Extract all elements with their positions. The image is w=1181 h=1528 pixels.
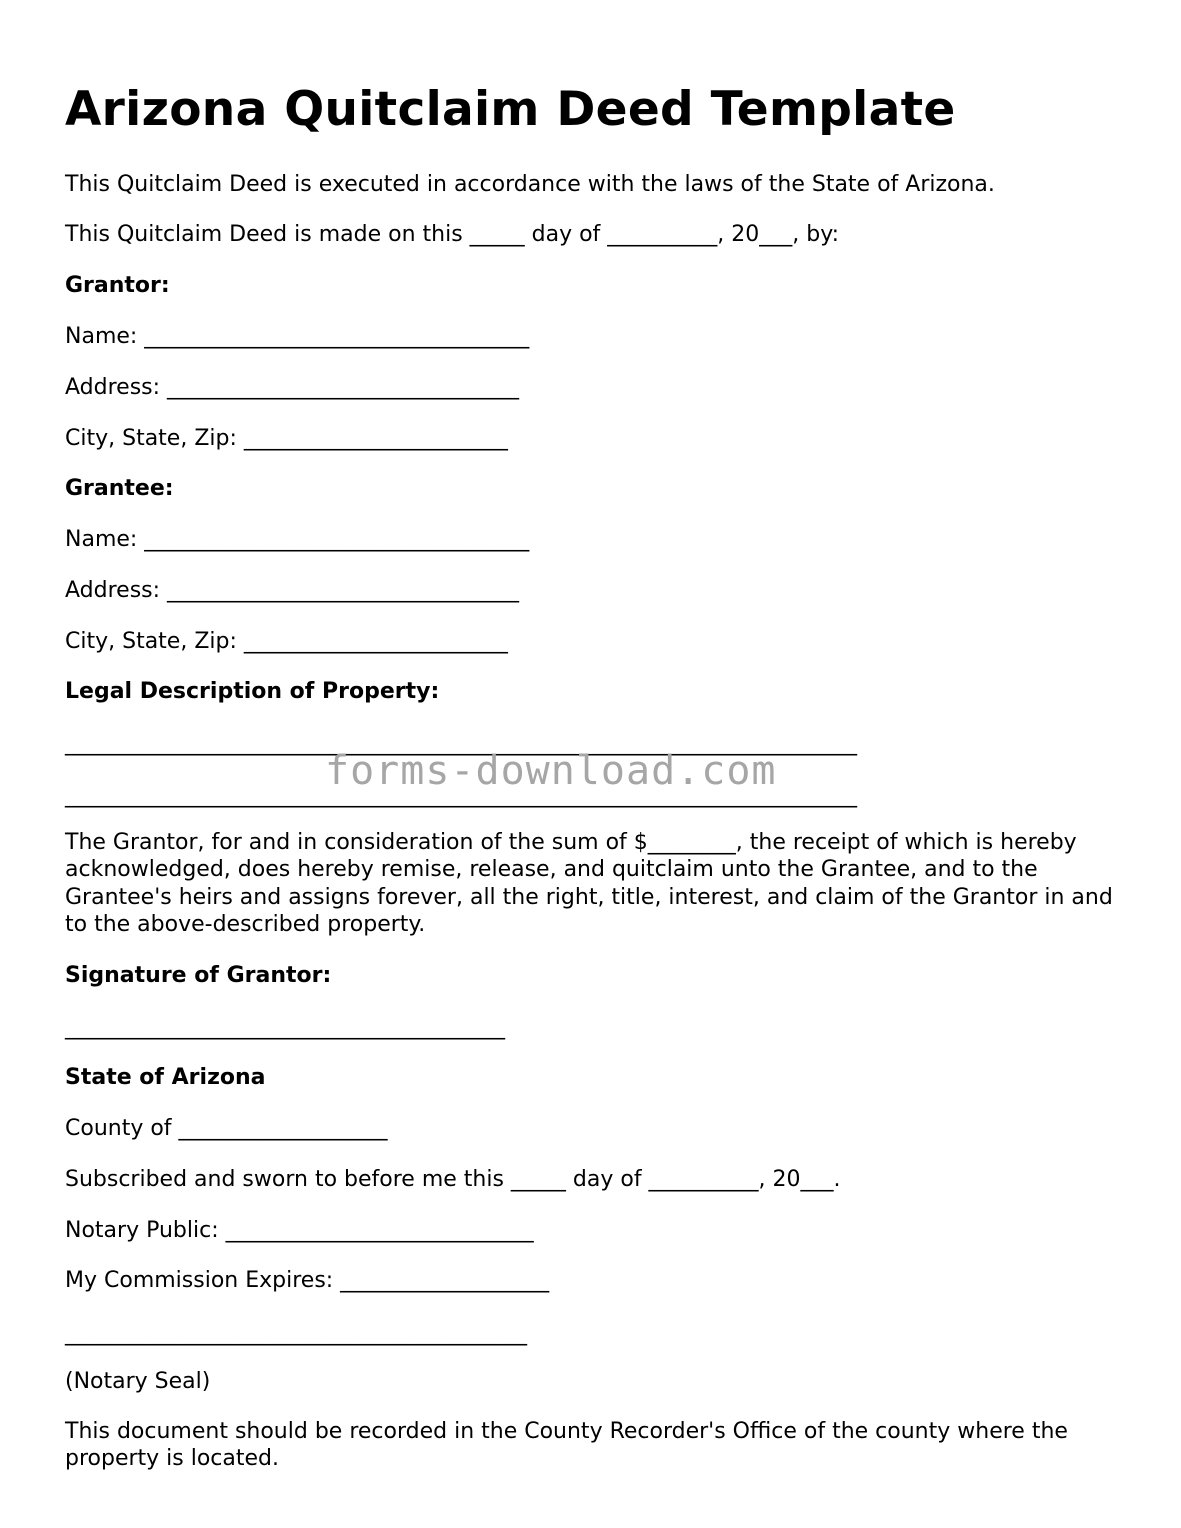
notary-signature-line: __________________________________________: [65, 1321, 527, 1346]
commission-expires-field: My Commission Expires: ___________________: [65, 1268, 550, 1293]
made-on-text: This Quitclaim Deed is made on this _____ day of __________, 20___, by:: [65, 222, 840, 247]
sworn-text: Subscribed and sworn to before me this _____ day of __________, 20___.: [65, 1167, 841, 1192]
grantee-name-field: Name: ___________________________________: [65, 527, 530, 552]
footer-note: This document should be recorded in the County Recorder's Office of the county where the property is located.: [65, 1419, 1068, 1472]
grantor-heading: Grantor:: [65, 273, 170, 298]
legal-description-line-2: ________________________________________________________________________: [65, 783, 857, 808]
grantor-address-field: Address: ________________________________: [65, 375, 520, 400]
county-field: County of ___________________: [65, 1116, 388, 1141]
grantee-address-field: Address: ________________________________: [65, 578, 520, 603]
signature-line: ________________________________________: [65, 1015, 505, 1040]
grantor-city-field: City, State, Zip: ________________________: [65, 426, 508, 451]
page-title: Arizona Quitclaim Deed Template: [65, 82, 956, 137]
intro-text: This Quitclaim Deed is executed in accordance with the laws of the State of Arizona.: [65, 172, 995, 197]
legal-description-line-1: ________________________________________________________________________: [65, 731, 857, 756]
legal-description-heading: Legal Description of Property:: [65, 679, 440, 704]
grantee-heading: Grantee:: [65, 476, 174, 501]
grantee-city-field: City, State, Zip: ________________________: [65, 629, 508, 654]
watermark: forms-download.com: [325, 748, 777, 794]
state-heading: State of Arizona: [65, 1065, 266, 1090]
notary-seal-label: (Notary Seal): [65, 1369, 211, 1394]
notary-public-field: Notary Public: ____________________________: [65, 1218, 534, 1243]
signature-heading: Signature of Grantor:: [65, 963, 332, 988]
grantor-name-field: Name: ___________________________________: [65, 324, 530, 349]
consideration-paragraph: The Grantor, for and in consideration of the sum of $________, the receipt of which is hereby acknowledged, does hereby remise, release, and quitclaim unto the Grantee, and to the Grantee's heirs and assigns forever, all the right, title, interest, and claim of the Grantor in and to the above-described property.: [65, 830, 1113, 938]
